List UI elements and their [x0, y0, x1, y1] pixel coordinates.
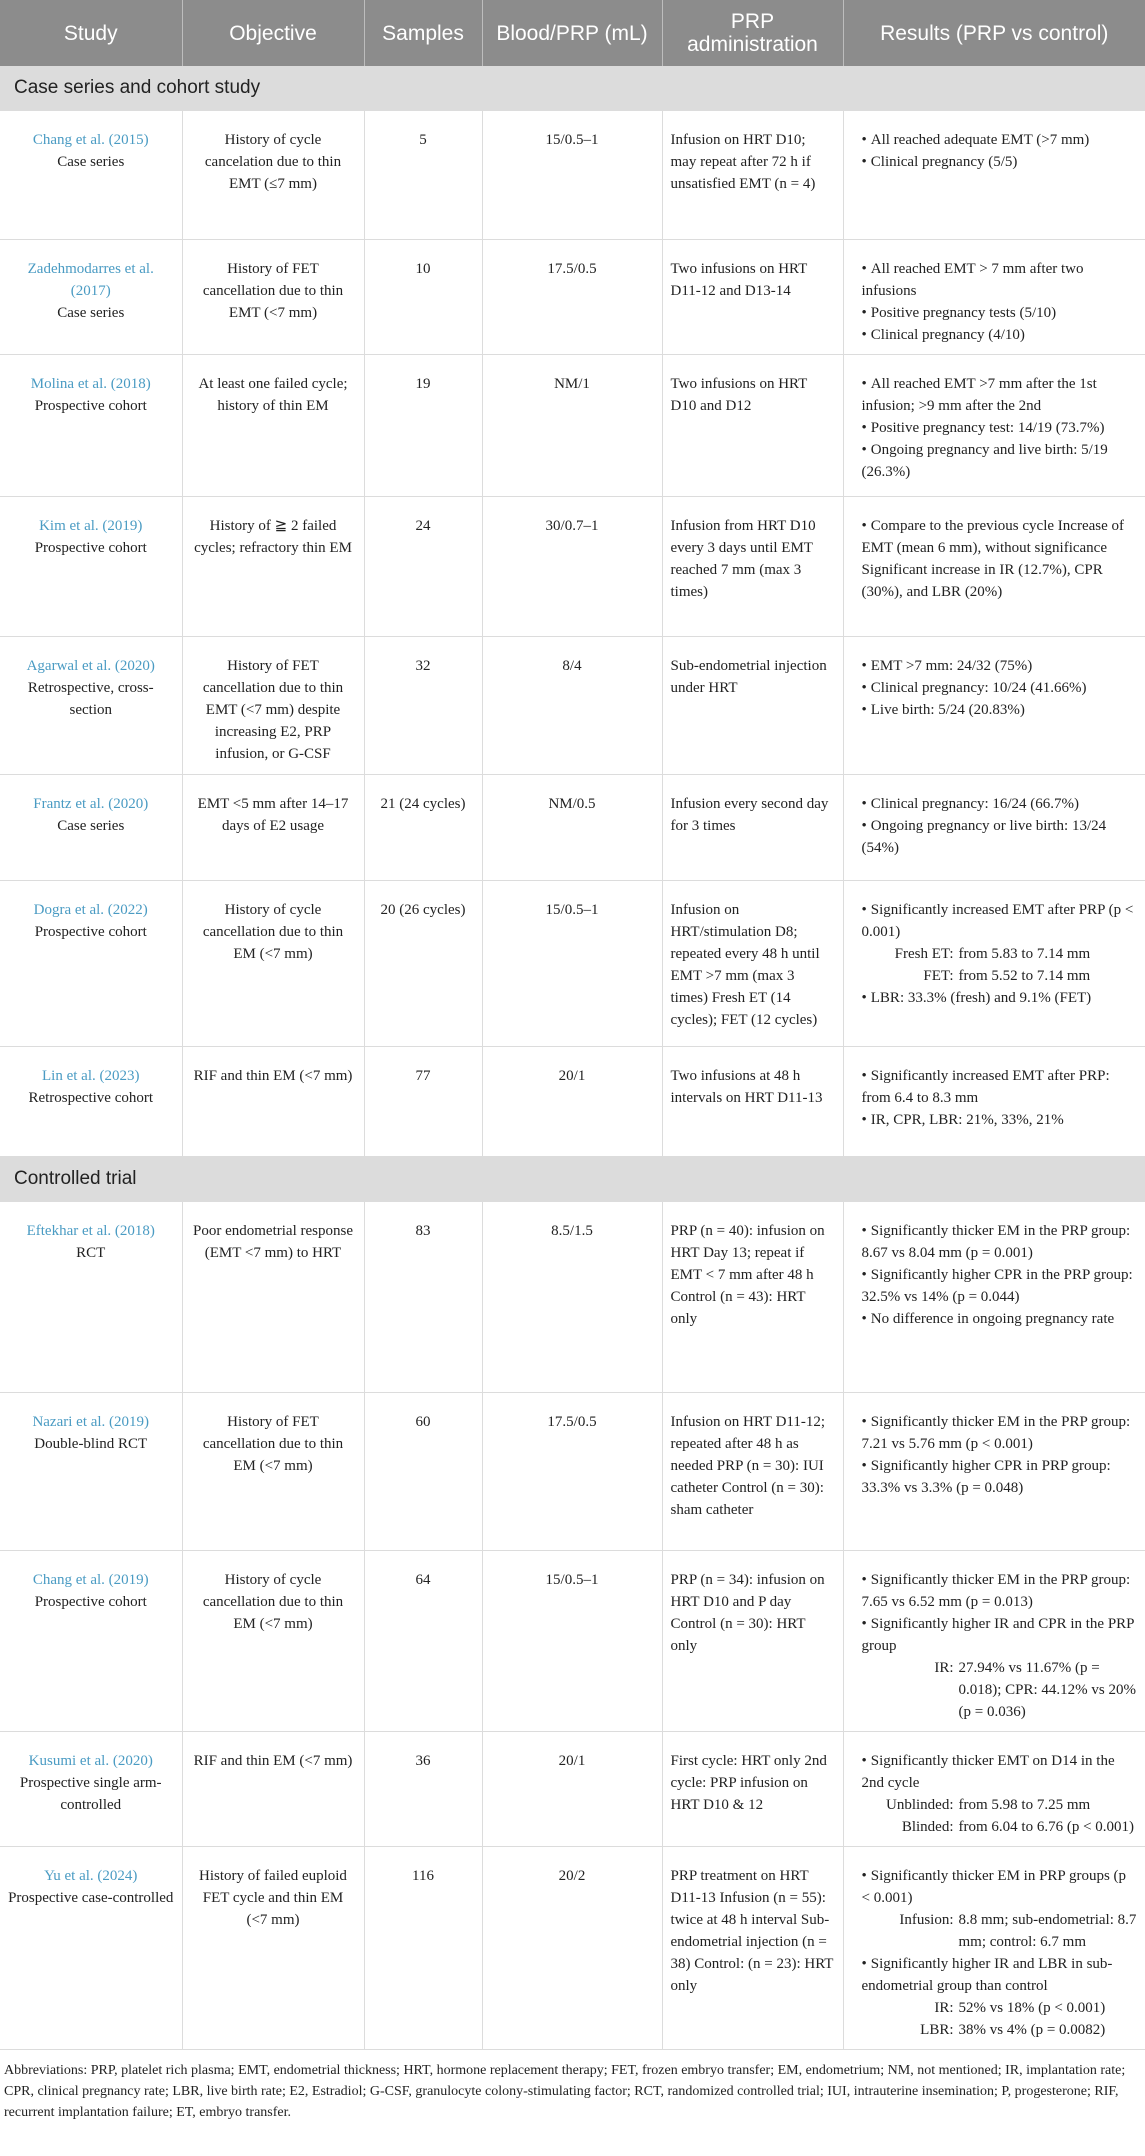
result-bullet: [862, 1220, 1138, 1264]
samples-cell: 60: [364, 1393, 482, 1551]
samples-cell: 20 (26 cycles): [364, 881, 482, 1047]
section-title: Controlled trial: [0, 1157, 1145, 1202]
study-author-link[interactable]: Yu et al. (2024): [44, 1868, 138, 1884]
result-bullet: [862, 515, 1138, 603]
result-text: All reached EMT >7 mm after the 1st infusion; >9 mm after the 2nd: [861, 376, 1097, 414]
results-list: [852, 1865, 1138, 2041]
results-cell: [843, 240, 1145, 355]
prp-administration-cell: Infusion on HRT/stimulation D8; repeated every 48 h until EMT >7 mm (max 3 times) Fresh ET (14 cycles); FET (12 cycles): [662, 881, 843, 1047]
result-text: No difference in ongoing pregnancy rate: [870, 1311, 1115, 1327]
result-text: Positive pregnancy test: 14/19 (73.7%): [870, 420, 1105, 436]
result-text: Compare to the previous cycle Increase of EMT (mean 6 mm), without significance Significant increase in IR (12.7%), CPR (30%), and LBR (20%): [861, 518, 1124, 600]
study-author-link[interactable]: Lin et al. (2023): [42, 1068, 140, 1084]
prp-administration-cell: PRP treatment on HRT D11-13 Infusion (n = 55): twice at 48 h interval Sub-endometrial injection (n = 38) Control: (n = 23): HRT only: [662, 1847, 843, 2050]
result-sub-item: [862, 1794, 1138, 1816]
samples-cell: 10: [364, 240, 482, 355]
result-bullet: [862, 324, 1138, 346]
results-list: [852, 1569, 1138, 1723]
bullet-mark: •: [861, 1753, 867, 1769]
result-sub-label: Fresh ET:: [894, 946, 954, 962]
bullet-mark: •: [861, 1414, 867, 1430]
result-sub-label: Unblinded:: [886, 1797, 954, 1813]
section-header-row: [0, 66, 1145, 111]
result-bullet: [862, 151, 1138, 173]
result-sub-label: IR:: [934, 1660, 954, 1676]
result-text: Significantly higher IR and LBR in sub-endometrial group than control: [861, 1956, 1113, 1994]
result-text: All reached adequate EMT (>7 mm): [870, 132, 1090, 148]
samples-cell: 116: [364, 1847, 482, 2050]
study-design: Case series: [57, 818, 125, 834]
result-text: Ongoing pregnancy or live birth: 13/24 (54%): [861, 818, 1107, 856]
study-author-link[interactable]: Dogra et al. (2022): [33, 902, 148, 918]
objective-cell: RIF and thin EM (<7 mm): [182, 1732, 364, 1847]
bullet-mark: •: [861, 1572, 867, 1588]
study-cell: [0, 1847, 182, 2050]
blood-prp-cell: 15/0.5–1: [482, 1551, 662, 1732]
prp-administration-cell: Infusion on HRT D11-12; repeated after 48 h as needed PRP (n = 30): IUI catheter Control (n = 30): sham catheter: [662, 1393, 843, 1551]
bullet-mark: •: [861, 442, 867, 458]
table-row: [0, 111, 1145, 240]
header-objective: Objective: [182, 0, 364, 66]
results-cell: [843, 1202, 1145, 1393]
result-sub-item: [862, 965, 1138, 987]
result-bullet: [862, 129, 1138, 151]
result-text: IR, CPR, LBR: 21%, 33%, 21%: [870, 1112, 1064, 1128]
result-bullet: [862, 899, 1138, 943]
blood-prp-cell: 30/0.7–1: [482, 497, 662, 637]
result-text: Significantly higher CPR in the PRP group: 32.5% vs 14% (p = 0.044): [861, 1267, 1133, 1305]
result-text: All reached EMT > 7 mm after two infusions: [861, 261, 1084, 299]
study-cell: [0, 1732, 182, 1847]
result-sub-item: [862, 1657, 1138, 1723]
results-cell: [843, 1047, 1145, 1157]
result-bullet: [862, 1308, 1138, 1330]
result-bullet: [862, 1750, 1138, 1794]
bullet-mark: •: [861, 305, 867, 321]
study-author-link[interactable]: Agarwal et al. (2020): [26, 658, 155, 674]
study-design: Prospective cohort: [34, 540, 147, 556]
result-text: Clinical pregnancy (5/5): [870, 154, 1018, 170]
study-cell: [0, 1047, 182, 1157]
table-row: [0, 1551, 1145, 1732]
result-bullet: [862, 1953, 1138, 1997]
study-author-link[interactable]: Frantz et al. (2020): [33, 796, 149, 812]
table-row: [0, 775, 1145, 881]
result-bullet: [862, 815, 1138, 859]
table-row: [0, 637, 1145, 775]
result-text: Clinical pregnancy: 10/24 (41.66%): [870, 680, 1087, 696]
samples-cell: 77: [364, 1047, 482, 1157]
result-text: Ongoing pregnancy and live birth: 5/19 (26.3%): [861, 442, 1108, 480]
result-sub-item: [862, 1816, 1138, 1838]
result-text: Significantly increased EMT after PRP (p < 0.001): [861, 902, 1134, 940]
blood-prp-cell: 8.5/1.5: [482, 1202, 662, 1393]
result-bullet: [862, 793, 1138, 815]
result-bullet: [862, 1569, 1138, 1613]
table-row: [0, 881, 1145, 1047]
result-bullet: [862, 1264, 1138, 1308]
study-design: RCT: [76, 1245, 106, 1261]
result-sub-value: from 6.04 to 6.76 (p < 0.001): [958, 1819, 1135, 1835]
results-cell: [843, 1393, 1145, 1551]
study-cell: [0, 881, 182, 1047]
result-sub-value: 52% vs 18% (p < 0.001): [958, 2000, 1106, 2016]
results-cell: [843, 1732, 1145, 1847]
bullet-mark: •: [861, 1868, 867, 1884]
study-cell: [0, 775, 182, 881]
result-sub-item: [862, 1997, 1138, 2019]
results-cell: [843, 881, 1145, 1047]
blood-prp-cell: 20/2: [482, 1847, 662, 2050]
result-sub-value: from 5.52 to 7.14 mm: [958, 968, 1091, 984]
result-bullet: [862, 417, 1138, 439]
bullet-mark: •: [861, 518, 867, 534]
study-author-link[interactable]: Chang et al. (2019): [32, 1572, 149, 1588]
blood-prp-cell: 17.5/0.5: [482, 1393, 662, 1551]
bullet-mark: •: [861, 902, 867, 918]
result-sub-value: 27.94% vs 11.67% (p = 0.018); CPR: 44.12% vs 20% (p = 0.036): [958, 1660, 1137, 1720]
table-row: [0, 1847, 1145, 2050]
result-sub-value: from 5.98 to 7.25 mm: [958, 1797, 1091, 1813]
results-cell: [843, 1551, 1145, 1732]
blood-prp-cell: 15/0.5–1: [482, 881, 662, 1047]
prp-administration-cell: Infusion every second day for 3 times: [662, 775, 843, 881]
study-cell: [0, 1393, 182, 1551]
study-design: Case series: [57, 305, 125, 321]
table-row: [0, 1202, 1145, 1393]
header-samples: Samples: [364, 0, 482, 66]
study-design: Prospective cohort: [34, 924, 147, 940]
result-bullet: [862, 1065, 1138, 1109]
study-cell: [0, 1202, 182, 1393]
bullet-mark: •: [861, 1267, 867, 1283]
blood-prp-cell: 20/1: [482, 1047, 662, 1157]
result-text: Significantly thicker EM in PRP groups (p < 0.001): [861, 1868, 1127, 1906]
table-header-row: [0, 0, 1145, 66]
table-row: [0, 1393, 1145, 1551]
samples-cell: 36: [364, 1732, 482, 1847]
result-sub-label: FET:: [923, 968, 954, 984]
result-text: Significantly thicker EMT on D14 in the 2nd cycle: [861, 1753, 1115, 1791]
study-design: Case series: [57, 154, 125, 170]
result-bullet: [862, 987, 1138, 1009]
study-cell: [0, 1551, 182, 1732]
samples-cell: 32: [364, 637, 482, 775]
objective-cell: History of cycle cancelation due to thin EMT (≤7 mm): [182, 111, 364, 240]
results-cell: [843, 775, 1145, 881]
header-study: Study: [0, 0, 182, 66]
study-design: Double-blind RCT: [34, 1436, 148, 1452]
bullet-mark: •: [861, 261, 867, 277]
objective-cell: History of FET cancellation due to thin EMT (<7 mm) despite increasing E2, PRP infusion, or G-CSF: [182, 637, 364, 775]
study-author-link[interactable]: Nazari et al. (2019): [32, 1414, 150, 1430]
study-cell: [0, 111, 182, 240]
blood-prp-cell: 20/1: [482, 1732, 662, 1847]
result-text: EMT >7 mm: 24/32 (75%): [870, 658, 1033, 674]
study-author-link[interactable]: Molina et al. (2018): [30, 376, 151, 392]
results-list: [852, 258, 1138, 346]
study-design: Prospective case-controlled: [8, 1890, 174, 1906]
prp-administration-cell: Two infusions at 48 h intervals on HRT D11-13: [662, 1047, 843, 1157]
study-cell: [0, 637, 182, 775]
study-author-link[interactable]: Kusumi et al. (2020): [28, 1753, 153, 1769]
result-sub-value: from 5.83 to 7.14 mm: [958, 946, 1091, 962]
objective-cell: History of cycle cancellation due to thin EM (<7 mm): [182, 1551, 364, 1732]
result-sub-item: [862, 2019, 1138, 2041]
objective-cell: History of ≧ 2 failed cycles; refractory thin EM: [182, 497, 364, 637]
result-sub-label: Blinded:: [901, 1819, 954, 1835]
bullet-mark: •: [861, 658, 867, 674]
study-author-link[interactable]: Zadehmodarres et al. (2017): [27, 261, 154, 299]
results-list: [852, 1411, 1138, 1499]
results-cell: [843, 1847, 1145, 2050]
bullet-mark: •: [861, 1956, 867, 1972]
result-sub-label: Infusion:: [899, 1912, 954, 1928]
results-cell: [843, 355, 1145, 497]
samples-cell: 83: [364, 1202, 482, 1393]
results-list: [852, 1750, 1138, 1838]
table-row: [0, 1732, 1145, 1847]
result-sub-label: LBR:: [920, 2022, 954, 2038]
bullet-mark: •: [861, 1616, 867, 1632]
bullet-mark: •: [861, 796, 867, 812]
prp-administration-cell: PRP (n = 34): infusion on HRT D10 and P day Control (n = 30): HRT only: [662, 1551, 843, 1732]
bullet-mark: •: [861, 420, 867, 436]
bullet-mark: •: [861, 1112, 867, 1128]
results-cell: [843, 497, 1145, 637]
result-bullet: [862, 1455, 1138, 1499]
blood-prp-cell: 17.5/0.5: [482, 240, 662, 355]
section-title: Case series and cohort study: [0, 66, 1145, 111]
result-bullet: [862, 1109, 1138, 1131]
prp-administration-cell: PRP (n = 40): infusion on HRT Day 13; repeat if EMT < 7 mm after 48 h Control (n = 43): HRT only: [662, 1202, 843, 1393]
result-sub-label: IR:: [934, 2000, 954, 2016]
study-design: Prospective cohort: [34, 1594, 147, 1610]
bullet-mark: •: [861, 327, 867, 343]
result-text: Significantly thicker EM in the PRP group: 7.21 vs 5.76 mm (p < 0.001): [861, 1414, 1131, 1452]
result-sub-value: 38% vs 4% (p = 0.0082): [958, 2022, 1106, 2038]
study-author-link[interactable]: Kim et al. (2019): [39, 518, 143, 534]
prp-administration-cell: Infusion from HRT D10 every 3 days until EMT reached 7 mm (max 3 times): [662, 497, 843, 637]
result-text: Positive pregnancy tests (5/10): [870, 305, 1057, 321]
results-list: [852, 129, 1138, 173]
blood-prp-cell: NM/1: [482, 355, 662, 497]
bullet-mark: •: [861, 1458, 867, 1474]
study-design: Retrospective, cross-section: [27, 680, 154, 718]
result-text: LBR: 33.3% (fresh) and 9.1% (FET): [870, 990, 1092, 1006]
header-prp-administration: PRP administration: [662, 0, 843, 66]
study-design: Prospective single arm-controlled: [19, 1775, 162, 1813]
bullet-mark: •: [861, 132, 867, 148]
study-author-link[interactable]: Eftekhar et al. (2018): [26, 1223, 155, 1239]
bullet-mark: •: [861, 1068, 867, 1084]
prp-administration-cell: Infusion on HRT D10; may repeat after 72 h if unsatisfied EMT (n = 4): [662, 111, 843, 240]
table-row: [0, 355, 1145, 497]
objective-cell: Poor endometrial response (EMT <7 mm) to HRT: [182, 1202, 364, 1393]
study-author-link[interactable]: Chang et al. (2015): [32, 132, 149, 148]
table-row: [0, 240, 1145, 355]
result-bullet: [862, 1613, 1138, 1657]
samples-cell: 5: [364, 111, 482, 240]
objective-cell: At least one failed cycle; history of thin EM: [182, 355, 364, 497]
result-text: Live birth: 5/24 (20.83%): [870, 702, 1025, 718]
results-list: [852, 1065, 1138, 1131]
abbreviations-footnote: Abbreviations: PRP, platelet rich plasma; EMT, endometrial thickness; HRT, hormone replacement therapy; FET, frozen embryo transfer; EM, endometrium; NM, not mentioned; IR, implantation rate; CPR, clinical pregnancy rate; LBR, live birth rate; E2, Estradiol; G-CSF, granulocyte colony-stimulating factor; RCT, randomized controlled trial; IUI, intrauterine insemination; P, progesterone; RIF, recurrent implantation failure; ET, embryo transfer.: [4, 2063, 1126, 2120]
blood-prp-cell: 8/4: [482, 637, 662, 775]
bullet-mark: •: [861, 680, 867, 696]
results-list: [852, 515, 1138, 603]
result-bullet: [862, 373, 1138, 417]
header-blood-prp: Blood/PRP (mL): [482, 0, 662, 66]
bullet-mark: •: [861, 1311, 867, 1327]
blood-prp-cell: 15/0.5–1: [482, 111, 662, 240]
result-bullet: [862, 699, 1138, 721]
results-list: [852, 655, 1138, 721]
bullet-mark: •: [861, 376, 867, 392]
result-text: Significantly higher CPR in PRP group: 33.3% vs 3.3% (p = 0.048): [861, 1458, 1111, 1496]
header-results: Results (PRP vs control): [843, 0, 1145, 66]
result-sub-item: [862, 943, 1138, 965]
bullet-mark: •: [861, 702, 867, 718]
results-list: [852, 899, 1138, 1009]
study-cell: [0, 497, 182, 637]
result-text: Clinical pregnancy (4/10): [870, 327, 1025, 343]
result-text: Significantly thicker EM in the PRP group: 7.65 vs 6.52 mm (p = 0.013): [861, 1572, 1131, 1610]
samples-cell: 24: [364, 497, 482, 637]
bullet-mark: •: [861, 1223, 867, 1239]
section-header-row: [0, 1157, 1145, 1202]
blood-prp-cell: NM/0.5: [482, 775, 662, 881]
prp-administration-cell: First cycle: HRT only 2nd cycle: PRP infusion on HRT D10 & 12: [662, 1732, 843, 1847]
results-list: [852, 1220, 1138, 1330]
prp-administration-cell: Sub-endometrial injection under HRT: [662, 637, 843, 775]
study-cell: [0, 240, 182, 355]
bullet-mark: •: [861, 818, 867, 834]
result-bullet: [862, 655, 1138, 677]
result-bullet: [862, 258, 1138, 302]
objective-cell: History of cycle cancellation due to thin EM (<7 mm): [182, 881, 364, 1047]
bullet-mark: •: [861, 154, 867, 170]
results-cell: [843, 111, 1145, 240]
samples-cell: 64: [364, 1551, 482, 1732]
result-bullet: [862, 1411, 1138, 1455]
objective-cell: History of failed euploid FET cycle and thin EM (<7 mm): [182, 1847, 364, 2050]
samples-cell: 19: [364, 355, 482, 497]
table-body: [0, 66, 1145, 2050]
result-text: Significantly thicker EM in the PRP group: 8.67 vs 8.04 mm (p = 0.001): [861, 1223, 1131, 1261]
result-bullet: [862, 439, 1138, 483]
results-list: [852, 793, 1138, 859]
table-row: [0, 1047, 1145, 1157]
samples-cell: 21 (24 cycles): [364, 775, 482, 881]
result-bullet: [862, 677, 1138, 699]
objective-cell: RIF and thin EM (<7 mm): [182, 1047, 364, 1157]
study-cell: [0, 355, 182, 497]
results-cell: [843, 637, 1145, 775]
study-design: Retrospective cohort: [28, 1090, 154, 1106]
result-text: Significantly higher IR and CPR in the PRP group: [861, 1616, 1134, 1654]
table-row: [0, 497, 1145, 637]
objective-cell: EMT <5 mm after 14–17 days of E2 usage: [182, 775, 364, 881]
bullet-mark: •: [861, 990, 867, 1006]
objective-cell: History of FET cancellation due to thin EMT (<7 mm): [182, 240, 364, 355]
results-list: [852, 373, 1138, 483]
result-sub-item: [862, 1909, 1138, 1953]
study-design: Prospective cohort: [34, 398, 147, 414]
objective-cell: History of FET cancellation due to thin EM (<7 mm): [182, 1393, 364, 1551]
result-text: Clinical pregnancy: 16/24 (66.7%): [870, 796, 1080, 812]
result-sub-value: 8.8 mm; sub-endometrial: 8.7 mm; control: 6.7 mm: [958, 1912, 1137, 1950]
result-text: Significantly increased EMT after PRP: from 6.4 to 8.3 mm: [861, 1068, 1110, 1106]
prp-administration-cell: Two infusions on HRT D10 and D12: [662, 355, 843, 497]
result-bullet: [862, 302, 1138, 324]
prp-administration-cell: Two infusions on HRT D11-12 and D13-14: [662, 240, 843, 355]
result-bullet: [862, 1865, 1138, 1909]
